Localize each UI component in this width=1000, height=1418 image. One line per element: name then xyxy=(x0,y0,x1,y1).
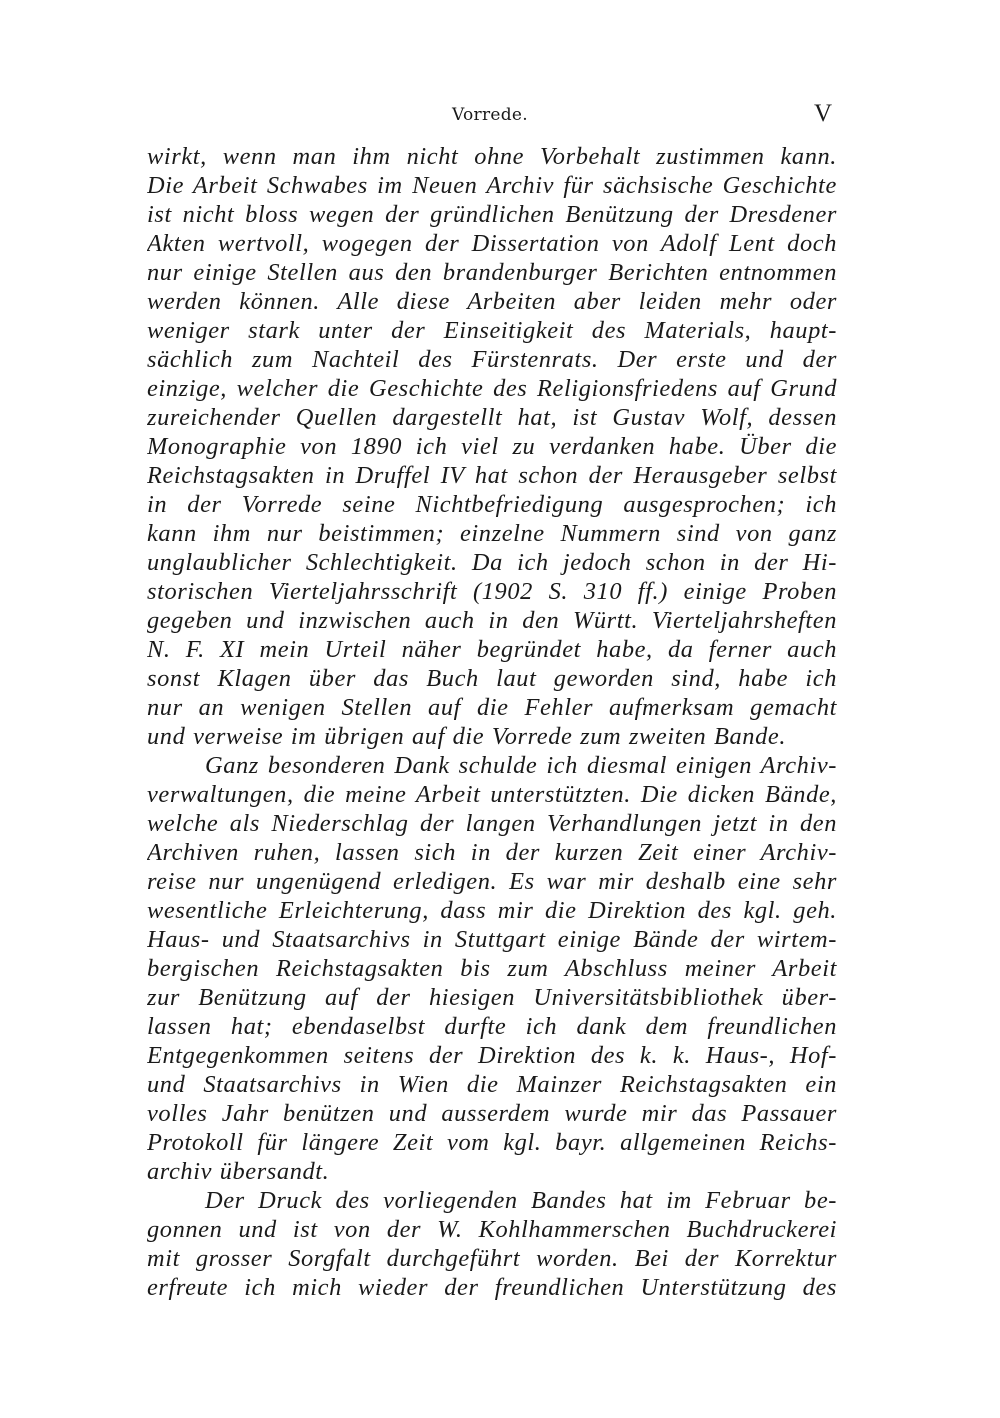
text-line: sonst Klagen über das Buch laut geworden sind, habe ich xyxy=(147,665,837,692)
text-line: einzige, welcher die Geschichte des Religionsfriedens auf Grund xyxy=(147,375,837,402)
text-line: wesentliche Erleichterung, dass mir die Direktion des kgl. geh. xyxy=(147,897,837,924)
text-line: unglaublicher Schlechtigkeit. Da ich jedoch schon in der Hi- xyxy=(147,549,837,576)
text-line: erfreute ich mich wieder der freundlichen Unterstützung des xyxy=(147,1274,837,1301)
text-line: gonnen und ist von der W. Kohlhammerschen Buchdruckerei xyxy=(147,1216,837,1243)
text-line: zureichender Quellen dargestellt hat, ist Gustav Wolf, dessen xyxy=(147,404,837,431)
text-line: mit grosser Sorgfalt durchgeführt worden. Bei der Korrektur xyxy=(147,1245,837,1272)
page-title: Vorrede. xyxy=(451,105,528,125)
text-line: sächlich zum Nachteil des Fürstenrats. Der erste und der xyxy=(147,346,837,373)
body-text xyxy=(147,142,837,1302)
text-line: werden können. Alle diese Arbeiten aber leiden mehr oder xyxy=(147,288,837,315)
text-line: in der Vorrede seine Nichtbefriedigung ausgesprochen; ich xyxy=(147,491,837,518)
paragraph-start-line: Der Druck des vorliegenden Bandes hat im Februar be- xyxy=(205,1187,837,1214)
text-line: archiv übersandt. xyxy=(147,1158,330,1185)
text-line: Haus- und Staatsarchivs in Stuttgart einige Bände der wirtem- xyxy=(147,926,837,953)
text-line: lassen hat; ebendaselbst durfte ich dank dem freundlichen xyxy=(147,1013,837,1040)
text-line: Reichstagsakten in Druffel IV hat schon der Herausgeber selbst xyxy=(147,462,837,489)
text-line: gegeben und inzwischen auch in den Württ. Vierteljahrsheften xyxy=(147,607,837,634)
running-head xyxy=(140,100,840,133)
text-line: nur an wenigen Stellen auf die Fehler aufmerksam gemacht xyxy=(147,694,837,721)
text-line: wirkt, wenn man ihm nicht ohne Vorbehalt zustimmen kann. xyxy=(147,143,837,170)
text-line: und verweise im übrigen auf die Vorrede zum zweiten Bande. xyxy=(147,723,787,750)
paragraph-start-line: Ganz besonderen Dank schulde ich diesmal einigen Archiv- xyxy=(205,752,837,779)
text-line: reise nur ungenügend erledigen. Es war mir deshalb eine sehr xyxy=(147,868,837,895)
text-line: Monographie von 1890 ich viel zu verdanken habe. Über die xyxy=(147,433,837,460)
text-line: weniger stark unter der Einseitigkeit des Materials, haupt- xyxy=(147,317,837,344)
text-line: welche als Niederschlag der langen Verhandlungen jetzt in den xyxy=(147,810,837,837)
text-line: und Staatsarchivs in Wien die Mainzer Reichstagsakten ein xyxy=(147,1071,837,1098)
text-line: Entgegenkommen seitens der Direktion des k. k. Haus-, Hof- xyxy=(147,1042,837,1069)
text-line: storischen Vierteljahrsschrift (1902 S. 310 ff.) einige Proben xyxy=(147,578,837,605)
text-line: Akten wertvoll, wogegen der Dissertation von Adolf Lent doch xyxy=(147,230,837,257)
text-line: Archiven ruhen, lassen sich in der kurzen Zeit einer Archiv- xyxy=(147,839,837,866)
text-line: nur einige Stellen aus den brandenburger Berichten entnommen xyxy=(147,259,837,286)
text-line: Protokoll für längere Zeit vom kgl. bayr. allgemeinen Reichs- xyxy=(147,1129,837,1156)
text-line: N. F. XI mein Urteil näher begründet habe, da ferner auch xyxy=(147,636,837,663)
text-line: volles Jahr benützen und ausserdem wurde mir das Passauer xyxy=(147,1100,837,1127)
text-line: Die Arbeit Schwabes im Neuen Archiv für sächsische Geschichte xyxy=(147,172,837,199)
page-number: V xyxy=(813,100,832,127)
text-line: bergischen Reichstagsakten bis zum Abschluss meiner Arbeit xyxy=(147,955,837,982)
text-line: verwaltungen, die meine Arbeit unterstützten. Die dicken Bände, xyxy=(147,781,837,808)
text-line: kann ihm nur beistimmen; einzelne Nummern sind von ganz xyxy=(147,520,837,547)
text-line: zur Benützung auf der hiesigen Universitätsbibliothek über- xyxy=(147,984,837,1011)
text-line: ist nicht bloss wegen der gründlichen Benützung der Dresdener xyxy=(147,201,837,228)
